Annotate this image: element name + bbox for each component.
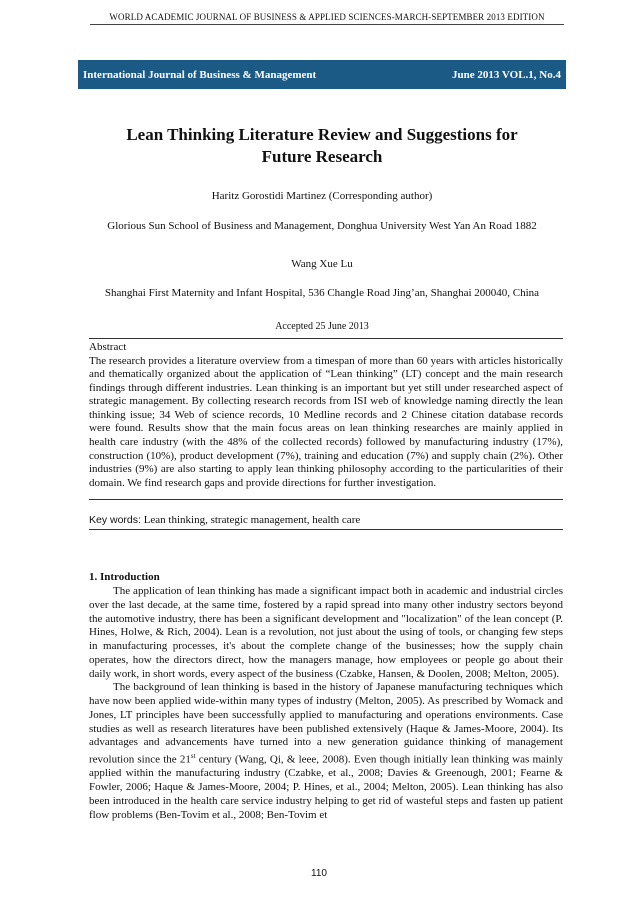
introduction-body — [89, 585, 563, 822]
abstract-text: The research provides a literature overview from a timespan of more than 60 years with articles historically and thematically organized about the application of “Lean thinking” (LT) concept and the main research findings through different industries. Lean thinking is an important but yet still under researched aspect of strategic management. By collecting research records from ISI web of knowledge naming directly the lean thinking issue; 34 Web of science records, 10 Medline records and 2 Chinese citation database records were found. Results show that the main focus areas on lean thinking researches are mainly applied in health care industry (with the 48% of the collected records) followed by manufacturing industry (17%), construction (10%), product development (7%), training and education (7%) and supply chain (2%). Other industries (9%) are also starting to apply lean thinking philosophy according to the particularities of their domain. We find research gaps and provide directions for further investigation. — [89, 354, 563, 489]
paper-title-line-1: Lean Thinking Literature Review and Suggestions for — [126, 125, 518, 144]
journal-banner — [78, 60, 566, 89]
affiliation-1: Glorious Sun School of Business and Management, Donghua University West Yan An Road 1882 — [107, 220, 537, 232]
section-heading-introduction: 1. Introduction — [89, 571, 160, 583]
author-1: Haritz Gorostidi Martinez (Corresponding author) — [211, 190, 433, 202]
page-number: 110 — [311, 868, 327, 879]
journal-running-header: WORLD ACADEMIC JOURNAL OF BUSINESS & APPLIED SCIENCES-MARCH-SEPTEMBER 2013 EDITION — [90, 12, 564, 25]
abstract-section — [89, 338, 563, 500]
superscript-st: st — [190, 752, 196, 760]
issue-info: June 2013 VOL.1, No.4 — [452, 68, 561, 81]
intro-paragraph-1: The application of lean thinking has made a significant impact both in academic and industrial circles over the last decade, at the same time, fostered by a rapid spread into many other industry sectors beyond the automotive industry, there has been a significant development and "localization" of the lean concept (P. Hines, Holwe, & Rich, 2004). Lean is a revolution, not just about the using of tools, or changing few steps in manufacturing processes, it's about the complete change of the businesses; how the supply chain operates, how the directors direct, how the managers manage, how employees or people go about their daily work, in short words, every aspect of the business (Czabke, Hansen, & Doolen, 2008; Melton, 2005). — [89, 585, 563, 680]
accepted-date: Accepted 25 June 2013 — [275, 321, 369, 332]
keywords-section — [89, 514, 563, 530]
keywords-text: Lean thinking, strategic management, health care — [143, 514, 361, 526]
journal-name: International Journal of Business & Management — [83, 68, 317, 81]
paper-title — [80, 124, 564, 168]
abstract-heading: Abstract — [89, 341, 127, 353]
intro-paragraph-2 — [89, 681, 563, 822]
intro-paragraph-2-part-a: The background of lean thinking is based in the history of Japanese manufacturing techniques which have now been applied wide-within many types of industry (Melton, 2005). As prescribed by Womack and Jones, LT principles have been successfully applied to manufacturing and operations environments. Case studies as well as research literatures have been published extensively (Haque & James-Moore, 2004). Its advantages and advancements have turned into a new generation guidance thinking of management revolution since the 21 — [89, 681, 563, 766]
paper-title-line-2: Future Research — [261, 147, 383, 166]
intro-paragraph-2-part-b: century (Wang, Qi, & leee, 2008). Even though initially lean thinking was mainly applied within the manufacturing industry (Czabke, et al., 2008; Davies & Greenough, 2001; Fearne & Fowler, 2006; Haque & James-Moore, 2004; P. Hines, et al., 2004; Melton, 2005). Lean thinking has also been introduced in the health care service industry helping to get rid of wasteful steps and fasten up patient flow problems (Ben-Tovim et al., 2008; Ben-Tovim et — [89, 753, 563, 821]
keywords-label: Key words: — [89, 514, 141, 526]
affiliation-2: Shanghai First Maternity and Infant Hospital, 536 Changle Road Jing’an, Shanghai 200040, China — [104, 287, 540, 299]
author-2: Wang Xue Lu — [291, 258, 353, 270]
